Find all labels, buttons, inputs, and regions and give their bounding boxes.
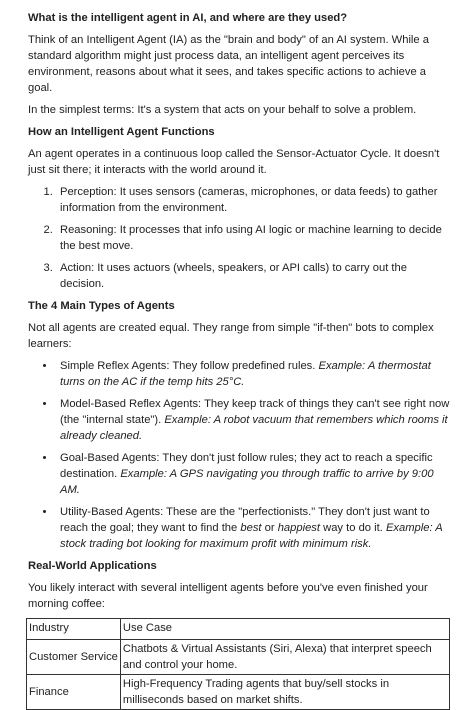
document-page xyxy=(28,10,450,710)
table-header-cell: Use Case xyxy=(120,619,449,640)
type-example: Example: A GPS navigating you through traffic to arrive by 9:00 AM. xyxy=(60,468,434,496)
type-text: Goal-Based Agents: They don't just follow rules; they act to reach a specific destination. xyxy=(60,452,433,480)
table-row xyxy=(27,675,450,710)
list-item: 1. Perception: It uses sensors (cameras, microphones, or data feeds) to gather information from the environment. xyxy=(56,184,450,216)
list-item xyxy=(56,450,450,498)
functions-intro: An agent operates in a continuous loop called the Sensor-Actuator Cycle. It doesn't just sit there; it interacts with the world around it. xyxy=(28,148,440,176)
list-item xyxy=(56,504,450,552)
type-example: Example: A stock trading bot looking for maximum profit with minimum risk. xyxy=(60,522,443,550)
type-text: Simple Reflex Agents: They follow predefined rules. xyxy=(60,360,319,372)
functions-heading: How an Intelligent Agent Functions xyxy=(28,126,215,138)
table-cell: Chatbots & Virtual Assistants (Siri, Alexa) that interpret speech and control your home. xyxy=(120,640,449,675)
list-item xyxy=(56,396,450,444)
type-example: Example: A robot vacuum that remembers which rooms it already cleaned. xyxy=(60,414,448,442)
intro-paragraph: Think of an Intelligent Agent (IA) as the "brain and body" of an AI system. While a standard algorithm might just process data, an intelligent agent perceives its environment, reasons about what it sees, and takes specific actions to achieve a goal. xyxy=(28,34,429,94)
types-heading: The 4 Main Types of Agents xyxy=(28,300,175,312)
type-text: Model-Based Reflex Agents: They keep track of things they can't see right now (the "internal state"). xyxy=(60,398,450,426)
type-text-mid: or xyxy=(261,522,278,534)
list-item: 2. Reasoning: It processes that info using AI logic or machine learning to decide the best move. xyxy=(56,222,450,254)
type-emphasis: happiest xyxy=(277,522,321,534)
intro-summary: In the simplest terms: It's a system that acts on your behalf to solve a problem. xyxy=(28,104,417,116)
document-title: What is the intelligent agent in AI, and where are they used? xyxy=(28,12,348,24)
table-cell: High-Frequency Trading agents that buy/sell stocks in milliseconds based on market shifts. xyxy=(120,675,449,710)
type-text: Utility-Based Agents: These are the "perfectionists." They don't just want to reach the goal; they want to find the xyxy=(60,506,430,534)
types-list xyxy=(28,358,450,552)
table-cell: Customer Service xyxy=(27,640,121,675)
types-intro: Not all agents are created equal. They range from simple "if-then" bots to complex learners: xyxy=(28,322,434,350)
type-example: Example: A thermostat turns on the AC if the temp hits 25°C. xyxy=(60,360,431,388)
steps-list xyxy=(28,184,450,292)
type-text-tail: way to do it. xyxy=(320,522,386,534)
type-emphasis: best xyxy=(240,522,262,534)
table-row xyxy=(27,640,450,675)
list-item xyxy=(56,358,450,390)
list-item: 3. Action: It uses actuors (wheels, speakers, or API calls) to carry out the decision. xyxy=(56,260,450,292)
applications-heading: Real-World Applications xyxy=(28,560,157,572)
applications-table xyxy=(26,618,450,710)
table-header-cell: Industry xyxy=(27,619,121,640)
table-header-row xyxy=(27,619,450,640)
applications-intro: You likely interact with several intelligent agents before you've even finished your morning coffee: xyxy=(28,582,428,610)
table-cell: Finance xyxy=(27,675,121,710)
